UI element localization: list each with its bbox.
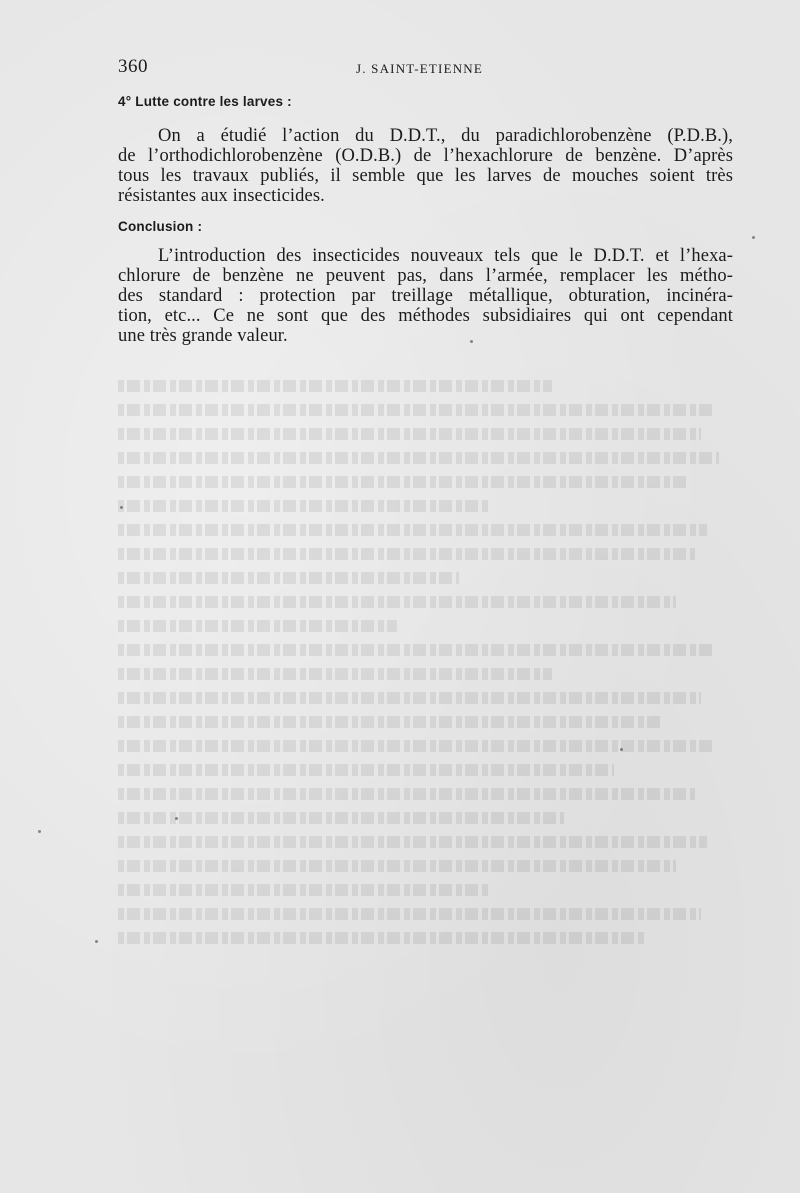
- running-head: J. SAINT-ETIENNE: [356, 61, 484, 76]
- page-number: 360: [118, 56, 148, 77]
- text-line: tion, etc... Ce ne sont que des méthodes subsidiaires qui ont cependant: [118, 306, 733, 326]
- paper-speck: [470, 340, 473, 343]
- text-line: une très grande valeur.: [118, 326, 288, 346]
- text-line: chlorure de benzène ne peuvent pas, dans l’armée, remplacer les métho-: [118, 266, 733, 286]
- paper-speck: [175, 817, 178, 820]
- page-header: [118, 56, 733, 82]
- paragraph-conclusion: [118, 246, 733, 346]
- paper-speck: [620, 748, 623, 751]
- text-line: de l’orthodichlorobenzène (O.D.B.) de l’hexachlorure de benzène. D’après: [118, 146, 733, 166]
- section-heading-larvae: 4° Lutte contre les larves :: [118, 94, 292, 109]
- paper-speck: [38, 830, 41, 833]
- text-line: On a étudié l’action du D.D.T., du paradichlorobenzène (P.D.B.),: [158, 126, 733, 146]
- text-line: résistantes aux insecticides.: [118, 186, 325, 206]
- show-through-text: [118, 370, 738, 1090]
- paragraph-larvae: [118, 126, 733, 206]
- paper-speck: [752, 236, 755, 239]
- section-heading-conclusion: Conclusion :: [118, 219, 203, 234]
- text-line: tous les travaux publiés, il semble que les larves de mouches soient très: [118, 166, 733, 186]
- text-line: des standard : protection par treillage métallique, obturation, incinéra-: [118, 286, 733, 306]
- text-line: L’introduction des insecticides nouveaux tels que le D.D.T. et l’hexa-: [158, 246, 733, 266]
- paper-speck: [120, 506, 123, 509]
- paper-speck: [95, 940, 98, 943]
